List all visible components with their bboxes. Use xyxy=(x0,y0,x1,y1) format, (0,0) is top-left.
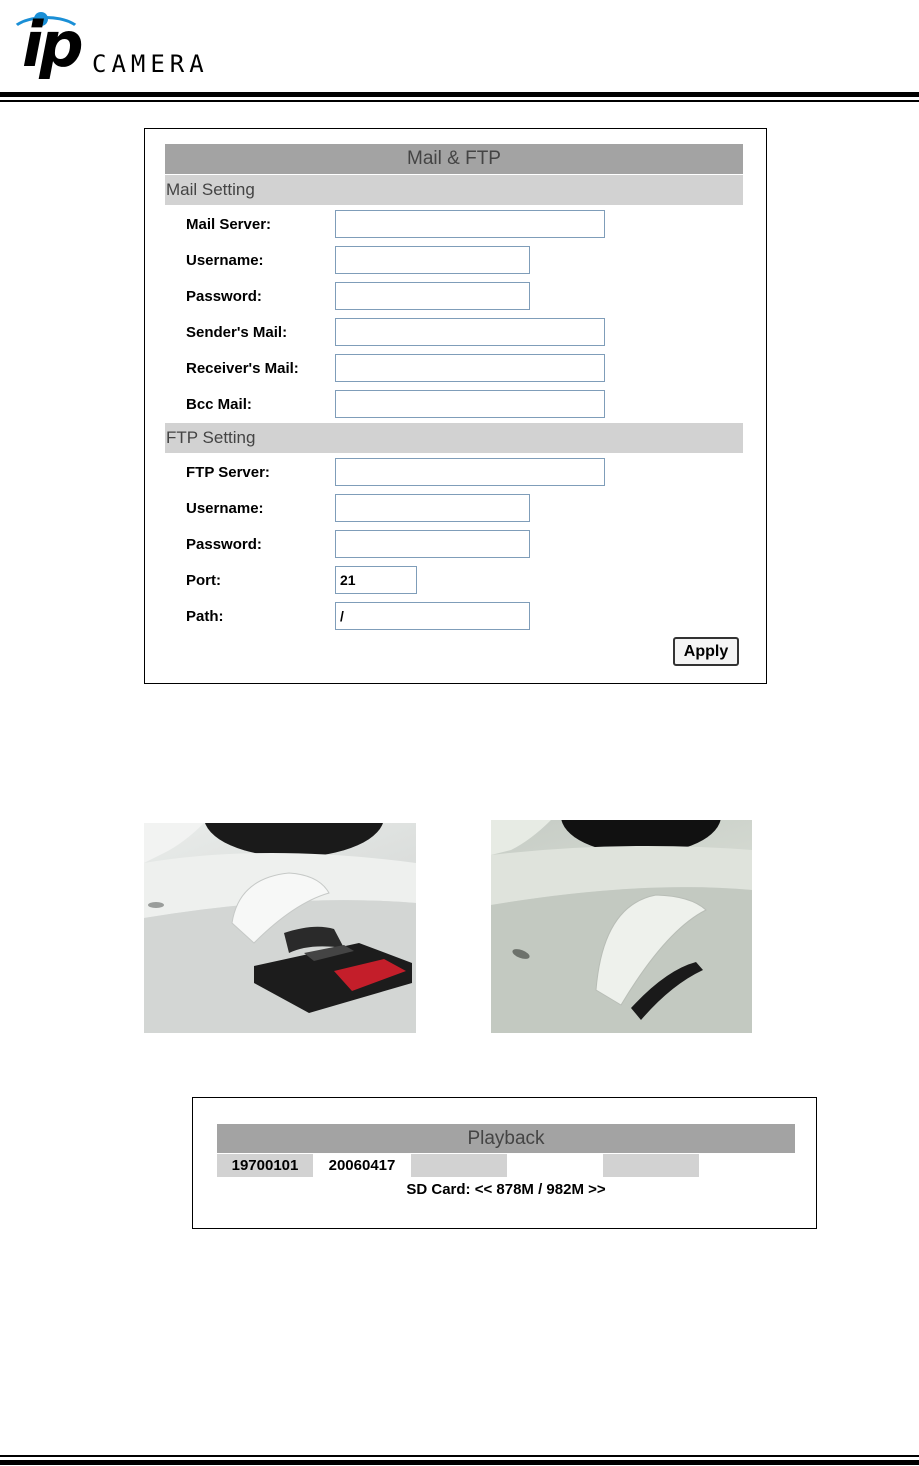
ftp-password-label: Password: xyxy=(186,536,262,553)
mail-server-input[interactable] xyxy=(335,210,605,238)
mail-ftp-title: Mail & FTP xyxy=(165,144,743,174)
ftp-setting-header: FTP Setting xyxy=(165,423,743,453)
playback-panel xyxy=(192,1097,817,1229)
sd-card-slot-illustration xyxy=(491,820,752,1033)
logo-ip-text: ip xyxy=(22,8,80,81)
header-rule-thin xyxy=(0,100,919,102)
mail-server-label: Mail Server: xyxy=(186,216,272,233)
playback-empty-cell xyxy=(411,1154,507,1177)
header-rule-thick xyxy=(0,92,919,97)
footer-rule-thin xyxy=(0,1455,919,1457)
mail-password-input[interactable] xyxy=(335,282,530,310)
playback-title: Playback xyxy=(217,1124,795,1153)
ftp-password-input[interactable] xyxy=(335,530,530,558)
playback-date-19700101[interactable]: 19700101 xyxy=(217,1154,313,1177)
ftp-username-label: Username: xyxy=(186,500,264,517)
mail-setting-header: Mail Setting xyxy=(165,175,743,205)
receiver-mail-input[interactable] xyxy=(335,354,605,382)
sender-mail-input[interactable] xyxy=(335,318,605,346)
sender-mail-label: Sender's Mail: xyxy=(186,324,288,341)
ftp-port-input[interactable]: 21 xyxy=(335,566,417,594)
ftp-username-input[interactable] xyxy=(335,494,530,522)
sd-card-usage[interactable]: SD Card: << 878M / 982M >> xyxy=(406,1181,606,1198)
sd-card-inserting-illustration xyxy=(144,823,416,1033)
receiver-mail-label: Receiver's Mail: xyxy=(186,360,299,377)
sd-card-inserting-photo xyxy=(144,823,416,1033)
footer-rule-thick xyxy=(0,1460,919,1465)
ftp-server-input[interactable] xyxy=(335,458,605,486)
ftp-server-label: FTP Server: xyxy=(186,464,270,481)
bcc-mail-label: Bcc Mail: xyxy=(186,396,252,413)
ip-camera-logo xyxy=(4,4,264,94)
mail-ftp-panel xyxy=(144,128,767,684)
ftp-port-label: Port: xyxy=(186,572,221,589)
playback-date-20060417[interactable]: 20060417 xyxy=(314,1154,410,1177)
mail-password-label: Password: xyxy=(186,288,262,305)
logo-camera-text: CAMERA xyxy=(92,50,209,78)
mail-username-label: Username: xyxy=(186,252,264,269)
sd-card-slot-photo xyxy=(491,820,752,1033)
mail-username-input[interactable] xyxy=(335,246,530,274)
apply-button[interactable]: Apply xyxy=(673,637,739,666)
ftp-path-label: Path: xyxy=(186,608,224,625)
playback-empty-cell xyxy=(603,1154,699,1177)
bcc-mail-input[interactable] xyxy=(335,390,605,418)
ftp-path-input[interactable]: / xyxy=(335,602,530,630)
